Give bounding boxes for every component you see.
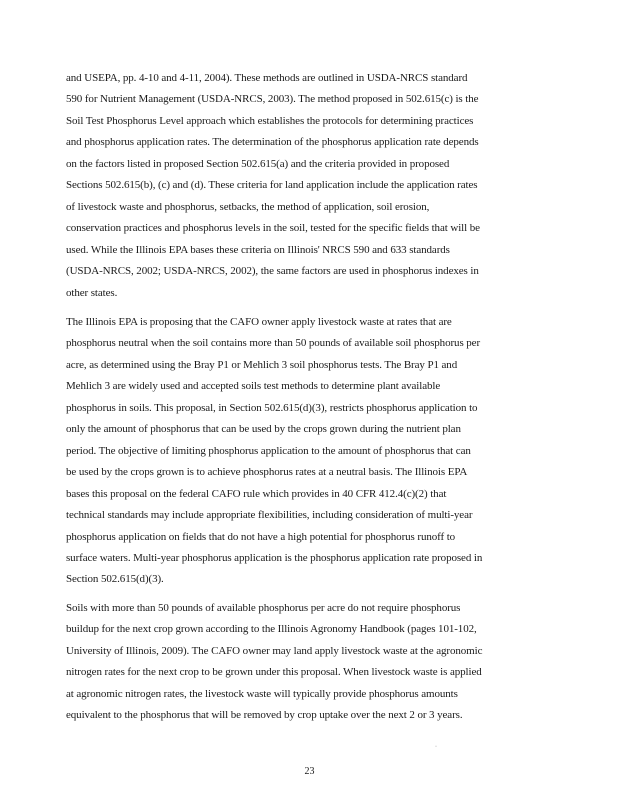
- paragraph-2-line: phosphorus in soils. This proposal, in Section 502.615(d)(3), restricts phosphorus application to: [66, 401, 478, 414]
- paragraph-3-line: University of Illinois, 2009). The CAFO owner may land apply livestock waste at the agronomic: [66, 644, 483, 657]
- paragraph-2-line: surface waters. Multi-year phosphorus application is the phosphorus application rate proposed in: [66, 551, 483, 564]
- paragraph-2-line: Section 502.615(d)(3).: [66, 573, 164, 586]
- paragraph-2-line: be used by the crops grown is to achieve phosphorus rates at a neutral basis. The Illinois EPA: [66, 466, 468, 479]
- paragraph-2-line: phosphorus neutral when the soil contains more than 50 pounds of available soil phosphorus per: [66, 337, 481, 350]
- paragraph-2-line: period. The objective of limiting phosphorus application to the amount of phosphorus that can: [66, 444, 471, 457]
- paragraph-3-line: at agronomic nitrogen rates, the livestock waste will typically provide phosphorus amounts: [66, 687, 458, 700]
- paragraph-2-line: only the amount of phosphorus that can be used by the crops grown during the nutrient plan: [66, 423, 461, 436]
- paragraph-2-line: phosphorus application on fields that do not have a high potential for phosphorus runoff to: [66, 530, 456, 543]
- paragraph-2-line: Mehlich 3 are widely used and accepted soils test methods to determine plant available: [66, 380, 441, 393]
- paragraph-1-line: (USDA-NRCS, 2002; USDA-NRCS, 2002), the same factors are used in phosphorus indexes in: [66, 265, 479, 278]
- paragraph-1-line: and USEPA, pp. 4-10 and 4-11, 2004). These methods are outlined in USDA-NRCS standard: [66, 72, 468, 84]
- paragraph-3-line: equivalent to the phosphorus that will be removed by crop uptake over the next 2 or 3 years.: [66, 709, 463, 722]
- paragraph-1-line: Sections 502.615(b), (c) and (d). These criteria for land application include the application rates: [66, 179, 478, 192]
- page-number: 23: [304, 766, 315, 777]
- paragraph-1-line: Soil Test Phosphorus Level approach which establishes the protocols for determining practices: [66, 114, 474, 127]
- paragraph-2-line: acre, as determined using the Bray P1 or Mehlich 3 soil phosphorus tests. The Bray P1 and: [66, 358, 458, 371]
- paragraph-1-line: used. While the Illinois EPA bases these criteria on Illinois' NRCS 590 and 633 standards: [66, 243, 450, 256]
- paragraph-1-line: conservation practices and phosphorus levels in the soil, tested for the specific fields that will be: [66, 222, 480, 235]
- paragraph-2-line: technical standards may include appropriate flexibilities, including consideration of multi-year: [66, 509, 473, 522]
- paragraph-2-line: bases this proposal on the federal CAFO rule which provides in 40 CFR 412.4(c)(2) that: [66, 487, 447, 500]
- paragraph-1-line: other states.: [66, 286, 118, 299]
- paragraph-1-line: on the factors listed in proposed Section 502.615(a) and the criteria provided in proposed: [66, 157, 450, 170]
- paragraph-1-line: and phosphorus application rates. The determination of the phosphorus application rate depends: [66, 136, 479, 149]
- paragraph-3-line: Soils with more than 50 pounds of available phosphorus per acre do not require phosphorus: [66, 602, 461, 614]
- paragraph-3-line: nitrogen rates for the next crop to be grown under this proposal. When livestock waste is applied: [66, 666, 482, 679]
- paragraph-1-line: 590 for Nutrient Management (USDA-NRCS, 2003). The method proposed in 502.615(c) is the: [66, 93, 479, 106]
- scan-speck: ·: [435, 744, 437, 750]
- paragraph-1-line: of livestock waste and phosphorus, setbacks, the method of application, soil erosion,: [66, 200, 430, 213]
- paragraph-3-line: buildup for the next crop grown according to the Illinois Agronomy Handbook (pages 101-102,: [66, 623, 477, 636]
- paragraph-2-line: The Illinois EPA is proposing that the CAFO owner apply livestock waste at rates that are: [66, 316, 452, 328]
